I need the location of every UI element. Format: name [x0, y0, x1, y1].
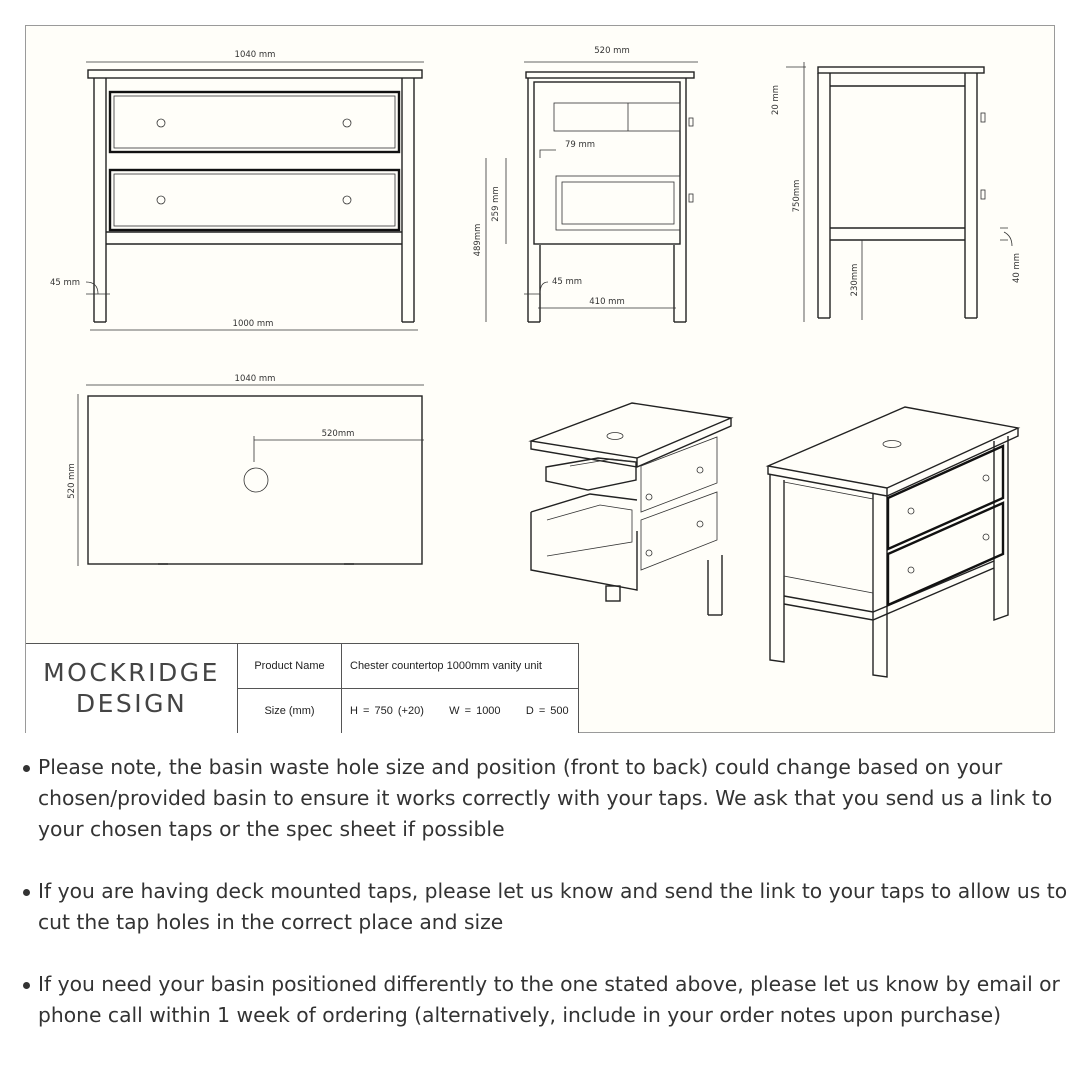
basin-hole-icon [883, 441, 901, 448]
iso-front-right-leg [994, 436, 1008, 620]
dim-side-width: 520 mm [594, 46, 630, 56]
front-drawer-bottom-inset [114, 174, 395, 226]
knob-icon [343, 196, 351, 204]
brand-logo [26, 644, 238, 733]
side-shelf-opening [554, 103, 680, 131]
section-countertop [818, 67, 984, 73]
title-block [26, 643, 579, 733]
dim-leader-79 [540, 150, 556, 158]
note-item: If you need your basin positioned differently to the one stated above, please let us know by email or phone call within 1 week of ordering (alternatively, include in your order notes upon purchase) [38, 969, 1080, 1031]
handle-icon [689, 118, 693, 126]
dim-plan-depth: 520 mm [67, 463, 77, 499]
note-item: Please note, the basin waste hole size and position (front to back) could change based on your chosen/provided basin to ensure it works correctly with your taps. We ask that you send us a link to your chosen taps or the spec sheet if possible [38, 752, 1080, 845]
knob-icon [697, 521, 703, 527]
iso-open-countertop [531, 403, 731, 458]
dim-leader-40 [1000, 228, 1012, 246]
dim-top-thickness: 20 mm [771, 84, 781, 116]
iso-open-leg-stub [606, 586, 620, 601]
note-item: If you are having deck mounted taps, please let us know and send the link to your taps to allow us to cut the tap holes in the correct place and size [38, 876, 1080, 938]
brand-line-2: DESIGN [75, 689, 188, 719]
knob-icon [646, 494, 652, 500]
front-countertop [88, 70, 422, 78]
iso-back-leg [770, 474, 784, 662]
dim-leg-offset: 45 mm [50, 278, 81, 288]
product-name-value: Chester countertop 1000mm vanity unit [342, 644, 578, 689]
dim-inner-depth: 410 mm [589, 297, 625, 307]
dim-height: 750mm [792, 179, 802, 213]
side-lower-inset [562, 182, 674, 224]
handle-icon [689, 194, 693, 202]
front-drawer-top [110, 92, 399, 152]
dim-plan-width: 1040 mm [234, 374, 276, 384]
dim-opening-height: 259 mm [491, 186, 501, 222]
dim-rail-thickness: 40 mm [1012, 252, 1022, 284]
knob-icon [983, 534, 989, 540]
handle-icon [981, 190, 985, 199]
dim-shelf-gap: 79 mm [565, 140, 596, 150]
side-countertop [526, 72, 694, 78]
dim-top-width: 1040 mm [234, 50, 276, 60]
iso-side-panel [784, 482, 873, 593]
side-elevation [473, 46, 698, 322]
dim-inner-width: 1000 mm [232, 319, 274, 329]
front-drawer-top-inset [114, 96, 395, 148]
front-drawer-bottom [110, 170, 399, 230]
front-elevation [50, 50, 424, 330]
product-name-label: Product Name [238, 644, 342, 689]
knob-icon [697, 467, 703, 473]
handle-icon [981, 113, 985, 122]
iso-open-carcass [531, 512, 637, 590]
dim-lower-height: 489mm [473, 223, 483, 257]
dim-side-leg-offset: 45 mm [552, 277, 583, 287]
iso-open-drawer-bottom [641, 492, 717, 570]
knob-icon [157, 196, 165, 204]
isometric-closed-view [768, 407, 1018, 677]
dim-hole-offset: 520mm [321, 429, 355, 439]
knob-icon [908, 508, 914, 514]
dim-rail-height: 230mm [850, 263, 860, 297]
brand-line-1: MOCKRIDGE [43, 658, 220, 687]
dim-leader-45 [86, 282, 98, 294]
iso-front-left-leg [873, 494, 887, 677]
iso-open-carcass-inner [547, 505, 632, 556]
notes-list [18, 752, 1080, 1062]
size-label: Size (mm) [238, 689, 342, 733]
plan-view [67, 374, 424, 566]
knob-icon [157, 119, 165, 127]
iso-drawer-bottom [888, 503, 1003, 605]
knob-icon [646, 550, 652, 556]
iso-open-countertop-edge [531, 418, 731, 467]
side-lower-opening [556, 176, 680, 230]
size-value: H = 750 (+20) W = 1000 D = 500 [350, 705, 569, 717]
basin-hole-icon [607, 433, 623, 440]
section-view [771, 62, 1022, 322]
knob-icon [343, 119, 351, 127]
knob-icon [983, 475, 989, 481]
basin-waste-hole-icon [244, 468, 268, 492]
plan-countertop [88, 396, 422, 564]
isometric-open-view [531, 403, 731, 615]
knob-icon [908, 567, 914, 573]
